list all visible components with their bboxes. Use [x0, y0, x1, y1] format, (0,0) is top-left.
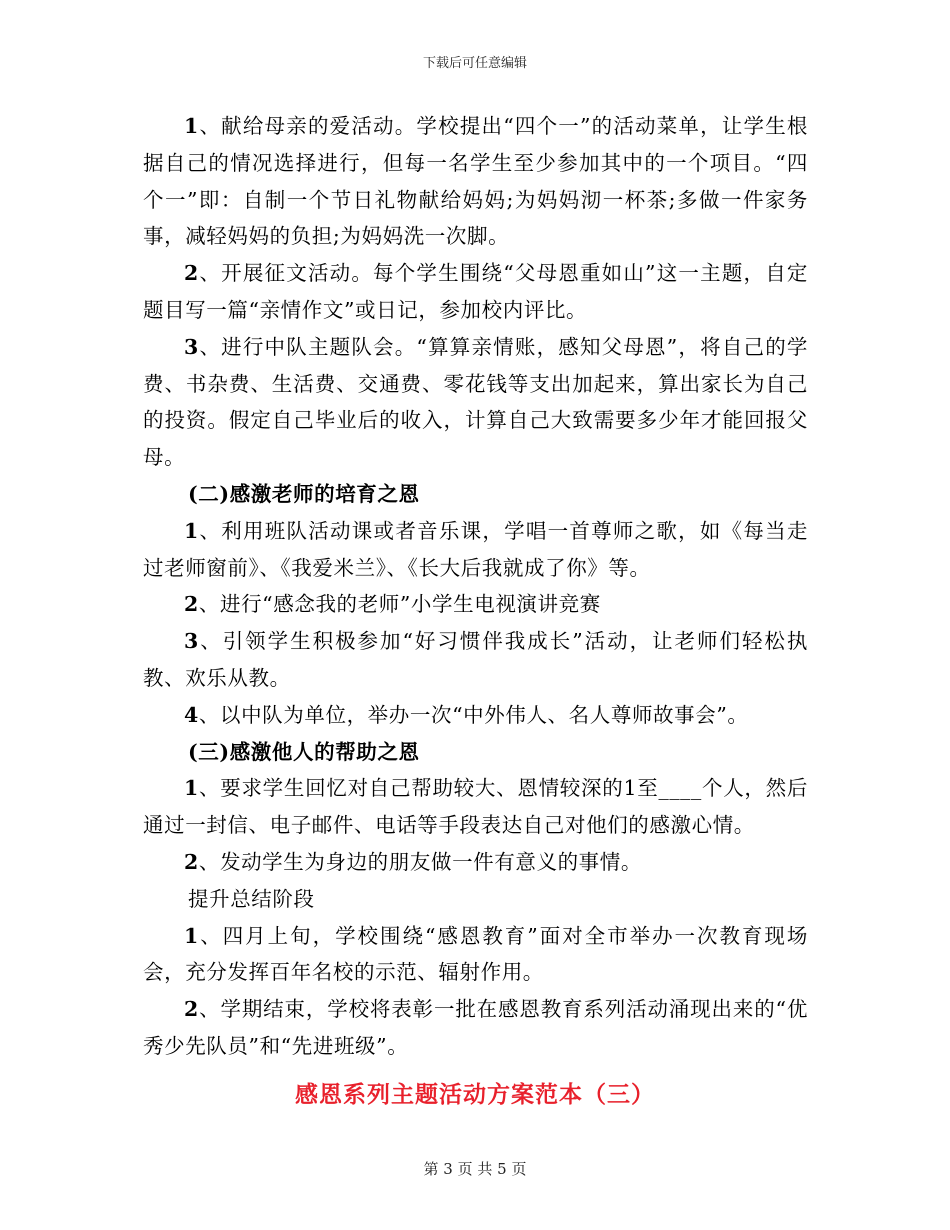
section-heading: 提升总结阶段 [188, 886, 315, 911]
item-number: 3 [184, 334, 199, 359]
item-text: 、进行中队主题队会。“算算亲情账，感知父母恩”，将自己的学费、书杂费、生活费、交通费、零花钱等支出加起来，算出家长为自己的投资。假定自己毕业后的收入，计算自己大致需要多少年才能回报父母。 [143, 334, 808, 470]
paragraph [143, 991, 808, 1065]
paragraph [143, 918, 808, 992]
item-number: 2 [184, 261, 199, 286]
paragraph [143, 844, 808, 881]
item-text: 、学期结束，学校将表彰一批在感恩教育系列活动涌现出来的“优秀少先队员”和“先进班级”。 [143, 997, 808, 1058]
item-text: 、以中队为单位，举办一次“中外伟人、名人尊师故事会”。 [198, 702, 749, 727]
item-number: 2 [184, 849, 199, 874]
page-header: 下载后可任意编辑 [422, 56, 527, 71]
paragraph [143, 770, 808, 844]
item-number: 2 [184, 592, 199, 617]
item-text: 、开展征文活动。每个学生围绕“父母恩重如山”这一主题，自定题目写一篇“亲情作文”或日记，参加校内评比。 [143, 261, 808, 322]
paragraph [143, 255, 808, 329]
item-text: 、要求学生回忆对自己帮助较大、恩情较深的1至____个人，然后通过一封信、电子邮件、电话等手段表达自己对他们的感激心情。 [143, 776, 808, 838]
section-heading: (三)感激他人的帮助之恩 [188, 739, 420, 764]
page-footer: 第 3 页 共 5 页 [423, 1160, 527, 1178]
item-text: 、利用班队活动课或者音乐课，学唱一首尊师之歌，如《每当走过老师窗前》、《我爱米兰》、《长大后我就成了你》等。 [143, 518, 808, 580]
item-number: 2 [184, 997, 199, 1022]
paragraph [143, 329, 808, 476]
item-number: 1 [184, 114, 199, 138]
paragraph [143, 513, 808, 587]
item-number: 1 [184, 776, 199, 801]
item-text: 、献给母亲的爱活动。学校提出“四个一”的活动菜单，让学生根据自己的情况选择进行，但每一名学生至少参加其中的一个项目。“四个一”即：自制一个节日礼物献给妈妈;为妈妈沏一杯茶;多做一件家务事，减轻妈妈的负担;为妈妈洗一次脚。 [143, 114, 808, 249]
item-text: 、引领学生积极参加“好习惯伴我成长”活动，让老师们轻松执教、欢乐从教。 [143, 629, 808, 690]
paragraph [143, 697, 808, 734]
paragraph [143, 108, 808, 255]
paragraph [143, 623, 808, 697]
item-text: 、进行“感念我的老师”小学生电视演讲竞赛 [198, 592, 601, 617]
item-number: 4 [184, 702, 199, 727]
document-title: 感恩系列主题活动方案范本（三） [295, 1081, 655, 1108]
item-number: 1 [184, 923, 199, 948]
item-text: 、发动学生为身边的朋友做一件有意义的事情。 [198, 849, 642, 874]
section-heading: (二)感激老师的培育之恩 [188, 481, 420, 506]
paragraph [143, 586, 808, 623]
item-number: 3 [184, 629, 199, 654]
document-body [143, 108, 808, 1065]
item-text: 、四月上旬，学校围绕“感恩教育”面对全市举办一次教育现场会，充分发挥百年名校的示范、辐射作用。 [143, 923, 808, 985]
item-number: 1 [184, 518, 199, 543]
